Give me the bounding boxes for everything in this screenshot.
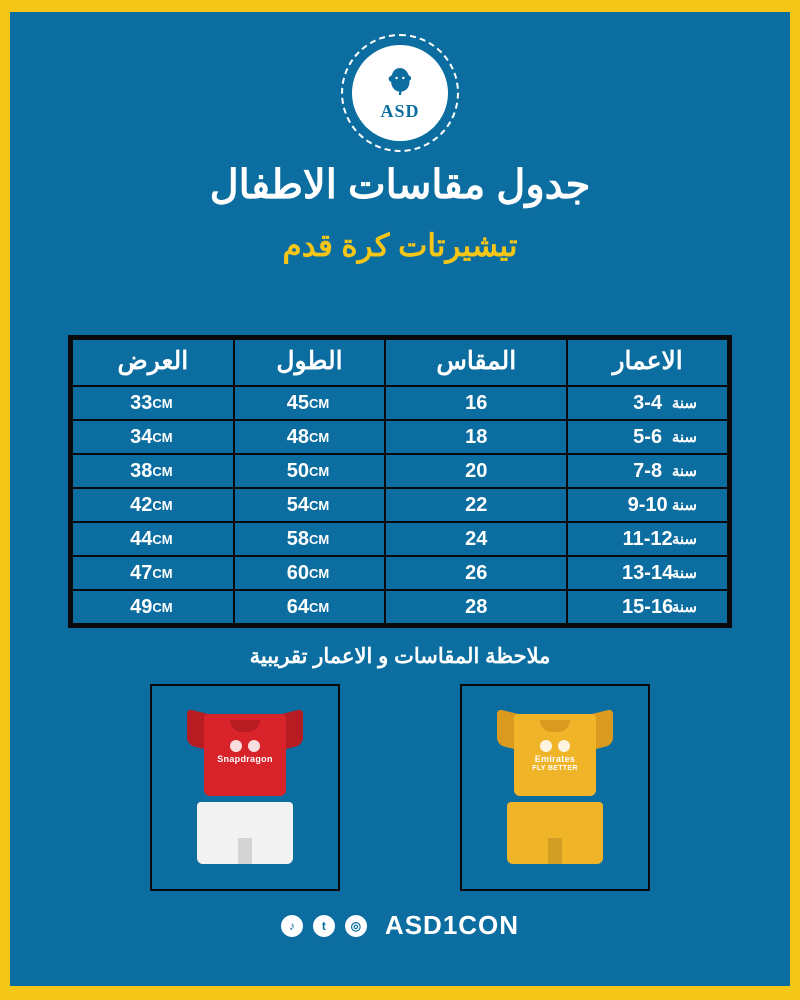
logo-text: ASD xyxy=(380,100,420,121)
age-unit: سنة xyxy=(671,565,697,582)
length-unit: CM xyxy=(308,497,330,513)
cell-width: 42CM xyxy=(72,488,234,522)
table-row xyxy=(72,386,728,420)
brand-logo xyxy=(341,34,459,152)
jersey-sponsor: Emirates xyxy=(534,753,576,764)
col-header-size: المقاس xyxy=(385,339,567,386)
table-row xyxy=(72,488,728,522)
jersey-collar xyxy=(540,720,570,732)
brand-logo-icon xyxy=(248,740,260,752)
width-unit: CM xyxy=(152,395,173,411)
table-row xyxy=(72,556,728,590)
width-unit: CM xyxy=(152,531,173,547)
col-header-length: الطول xyxy=(234,339,386,386)
age-unit: سنة xyxy=(671,497,697,514)
cell-length: 64CM xyxy=(234,590,386,624)
club-crest-icon xyxy=(230,740,242,752)
age-unit: سنة xyxy=(671,599,697,616)
table-body xyxy=(72,386,728,624)
footer-social xyxy=(0,910,800,941)
width-unit: CM xyxy=(152,429,173,445)
col-header-width: العرض xyxy=(72,339,234,386)
size-table-element xyxy=(71,338,729,625)
jersey-red xyxy=(187,704,303,796)
cell-age: 3-4 سنة xyxy=(567,386,728,420)
note-text: ملاحظة المقاسات و الاعمار تقريبية xyxy=(249,645,551,668)
cell-length: 58CM xyxy=(234,522,386,556)
twitter-icon[interactable]: t xyxy=(313,915,335,937)
brand-logo-icon xyxy=(558,740,570,752)
tiktok-icon[interactable]: ♪ xyxy=(281,915,303,937)
club-crest-icon xyxy=(540,740,552,752)
cell-width: 47CM xyxy=(72,556,234,590)
cell-age: 15-16 سنة xyxy=(567,590,728,624)
jersey-sponsor: Snapdragon xyxy=(217,753,273,764)
length-unit: CM xyxy=(308,531,330,547)
page-subtitle: تيشيرتات كرة قدم xyxy=(282,228,518,263)
table-row xyxy=(72,522,728,556)
cell-length: 45CM xyxy=(234,386,386,420)
table-row xyxy=(72,454,728,488)
length-unit: CM xyxy=(308,395,330,411)
age-unit: سنة xyxy=(671,531,697,548)
cell-age: 9-10 سنة xyxy=(567,488,728,522)
cell-size: 24 xyxy=(385,522,567,556)
age-unit: سنة xyxy=(671,395,697,412)
shorts-white xyxy=(197,802,293,864)
kit-yellow xyxy=(480,698,630,878)
width-unit: CM xyxy=(152,497,173,513)
instagram-icon[interactable]: ◎ xyxy=(345,915,367,937)
table-header-row xyxy=(72,339,728,386)
width-unit: CM xyxy=(152,599,173,615)
length-unit: CM xyxy=(308,599,330,615)
jersey-body xyxy=(514,714,596,796)
cell-age: 11-12 سنة xyxy=(567,522,728,556)
bottom-accent-bar xyxy=(0,986,800,1000)
size-table xyxy=(68,335,732,628)
cell-age: 7-8 سنة xyxy=(567,454,728,488)
age-unit: سنة xyxy=(671,429,697,446)
cell-size: 26 xyxy=(385,556,567,590)
shorts-yellow xyxy=(507,802,603,864)
cell-width: 34CM xyxy=(72,420,234,454)
cell-size: 28 xyxy=(385,590,567,624)
cell-age: 5-6 سنة xyxy=(567,420,728,454)
product-image-real-madrid xyxy=(460,684,650,891)
jersey-sponsor-sub: FLY BETTER xyxy=(532,764,578,772)
cell-length: 60CM xyxy=(234,556,386,590)
jersey-collar xyxy=(230,720,260,732)
logo-dashed-ring xyxy=(341,34,459,152)
age-unit: سنة xyxy=(671,463,697,480)
page-title: جدول مقاسات الاطفال xyxy=(209,163,591,207)
cell-size: 18 xyxy=(385,420,567,454)
product-image-man-united xyxy=(150,684,340,891)
cell-age: 13-14 سنة xyxy=(567,556,728,590)
cell-width: 49CM xyxy=(72,590,234,624)
cell-width: 38CM xyxy=(72,454,234,488)
jersey-yellow xyxy=(497,704,613,796)
product-gallery xyxy=(0,684,800,891)
social-handle: ASD1CON xyxy=(384,910,520,940)
cell-size: 22 xyxy=(385,488,567,522)
kit-red xyxy=(170,698,320,878)
top-accent-bar xyxy=(0,0,800,12)
table-row xyxy=(72,420,728,454)
cell-length: 50CM xyxy=(234,454,386,488)
cell-length: 48CM xyxy=(234,420,386,454)
width-unit: CM xyxy=(152,565,173,581)
length-unit: CM xyxy=(308,565,330,581)
col-header-ages: الاعمار xyxy=(567,339,728,386)
cell-size: 16 xyxy=(385,386,567,420)
table-row xyxy=(72,590,728,624)
cell-size: 20 xyxy=(385,454,567,488)
length-unit: CM xyxy=(308,429,330,445)
table-header xyxy=(72,339,728,386)
cell-width: 44CM xyxy=(72,522,234,556)
cell-width: 33CM xyxy=(72,386,234,420)
jersey-body xyxy=(204,714,286,796)
width-unit: CM xyxy=(152,463,173,479)
length-unit: CM xyxy=(308,463,330,479)
cell-length: 54CM xyxy=(234,488,386,522)
